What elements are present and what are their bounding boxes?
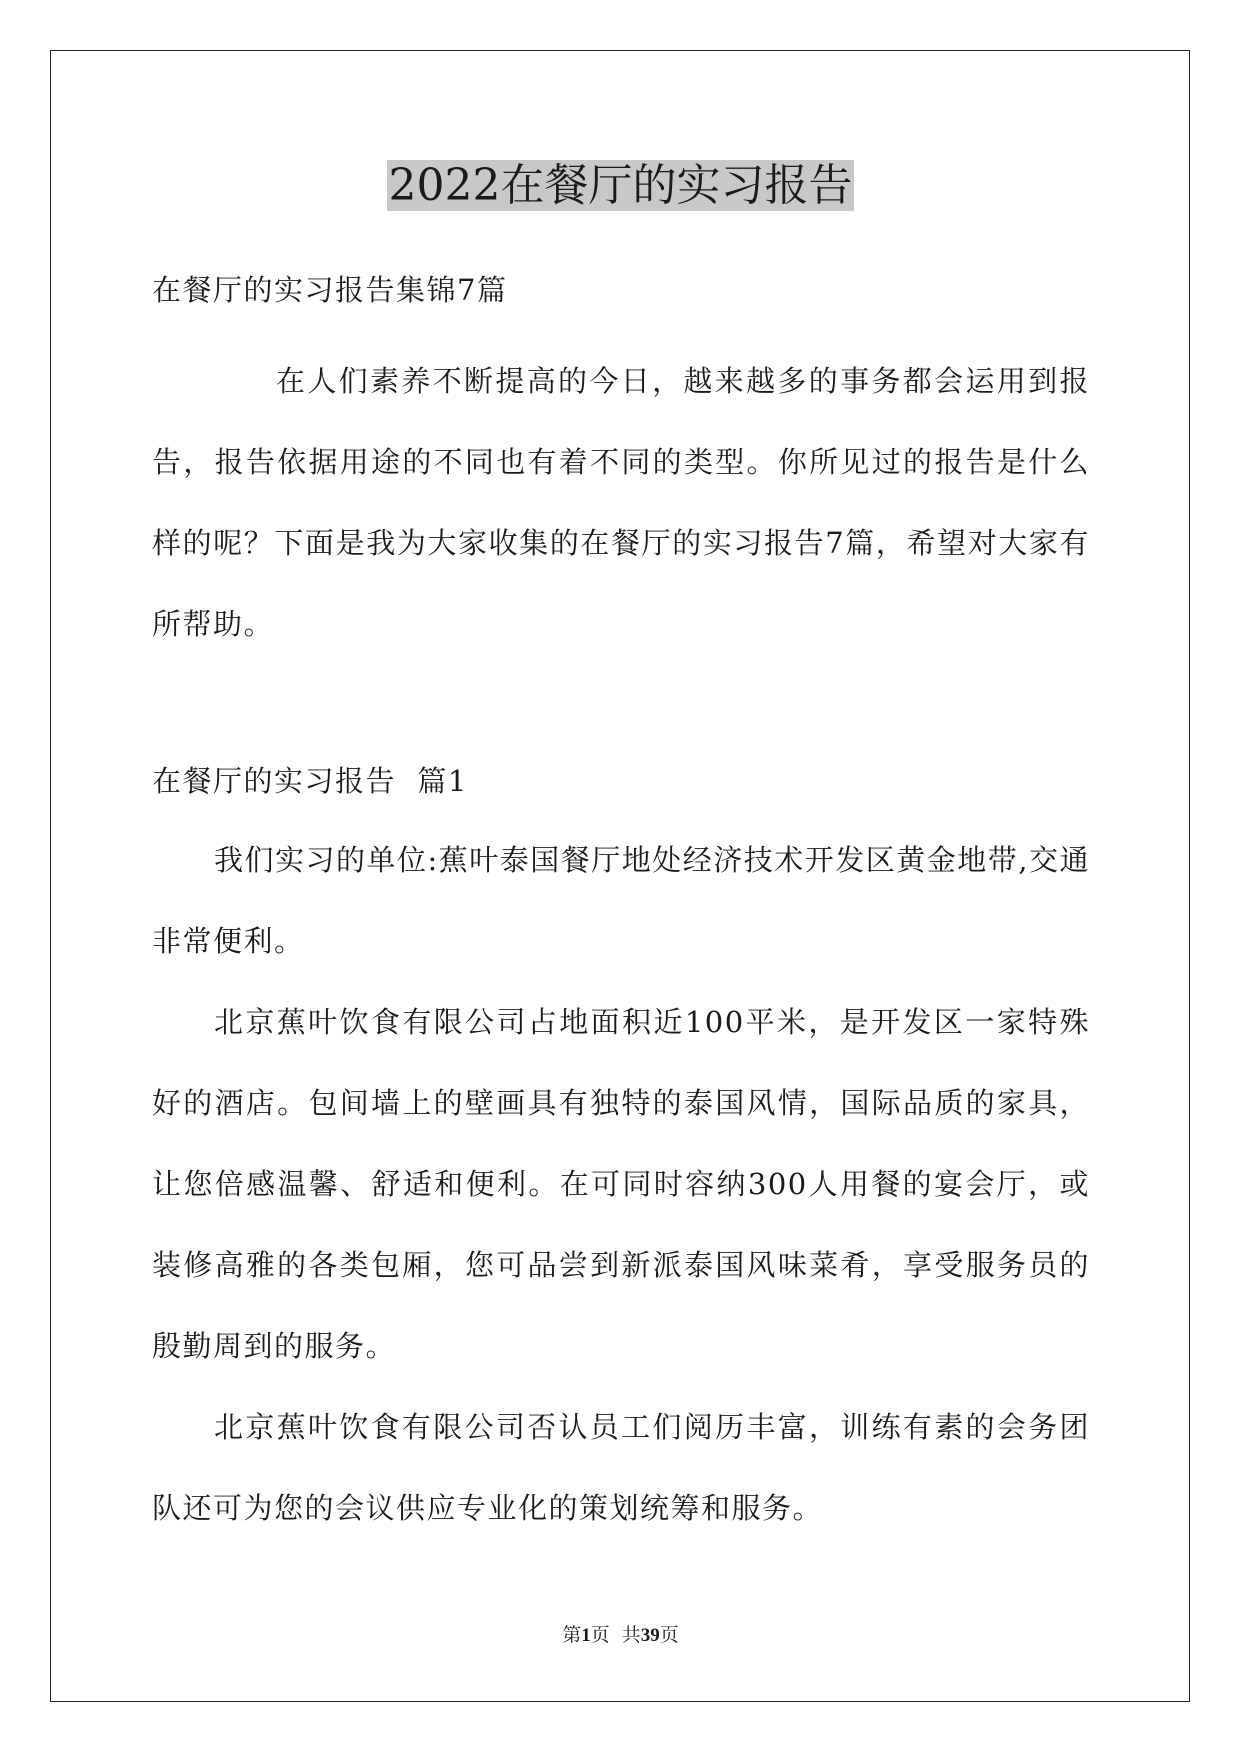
intro-paragraph: 在人们素养不断提高的今日，越来越多的事务都会运用到报告，报告依据用途的不同也有着不同的类型。你所见过的报告是什么样的呢？下面是我为大家收集的在餐厅的实习报告7篇，希望对大家有所帮助。 xyxy=(152,364,1090,641)
document-title-text: 2022在餐厅的实习报告 xyxy=(388,160,853,211)
section-content xyxy=(152,820,1090,1549)
page-suffix: 页 xyxy=(659,1624,679,1646)
paragraph: 北京蕉叶饮食有限公司占地面积近100平米，是开发区一家特殊好的酒店。包间墙上的壁画具有独特的泰国风情，国际品质的家具，让您倍感温馨、舒适和便利。在可同时容纳300人用餐的宴会厅，或装修高雅的各类包厢，您可品尝到新派泰国风味菜肴，享受服务员的殷勤周到的服务。 xyxy=(152,1005,1090,1363)
page-prefix: 第 xyxy=(562,1624,582,1646)
total-pages-number: 39 xyxy=(640,1625,660,1646)
paragraph: 我们实习的单位:蕉叶泰国餐厅地处经济技术开发区黄金地带,交通非常便利。 xyxy=(152,843,1090,958)
page-footer xyxy=(0,1622,1241,1649)
current-page-number: 1 xyxy=(581,1625,591,1646)
paragraph: 北京蕉叶饮食有限公司否认员工们阅历丰富，训练有素的会务团队还可为您的会议供应专业化的策划统筹和服务。 xyxy=(152,1410,1090,1525)
document-subtitle: 在餐厅的实习报告集锦7篇 xyxy=(152,273,508,307)
section-heading: 在餐厅的实习报告 篇1 xyxy=(152,764,468,798)
document-title xyxy=(0,158,1241,214)
page-mid: 页 共 xyxy=(590,1624,641,1646)
